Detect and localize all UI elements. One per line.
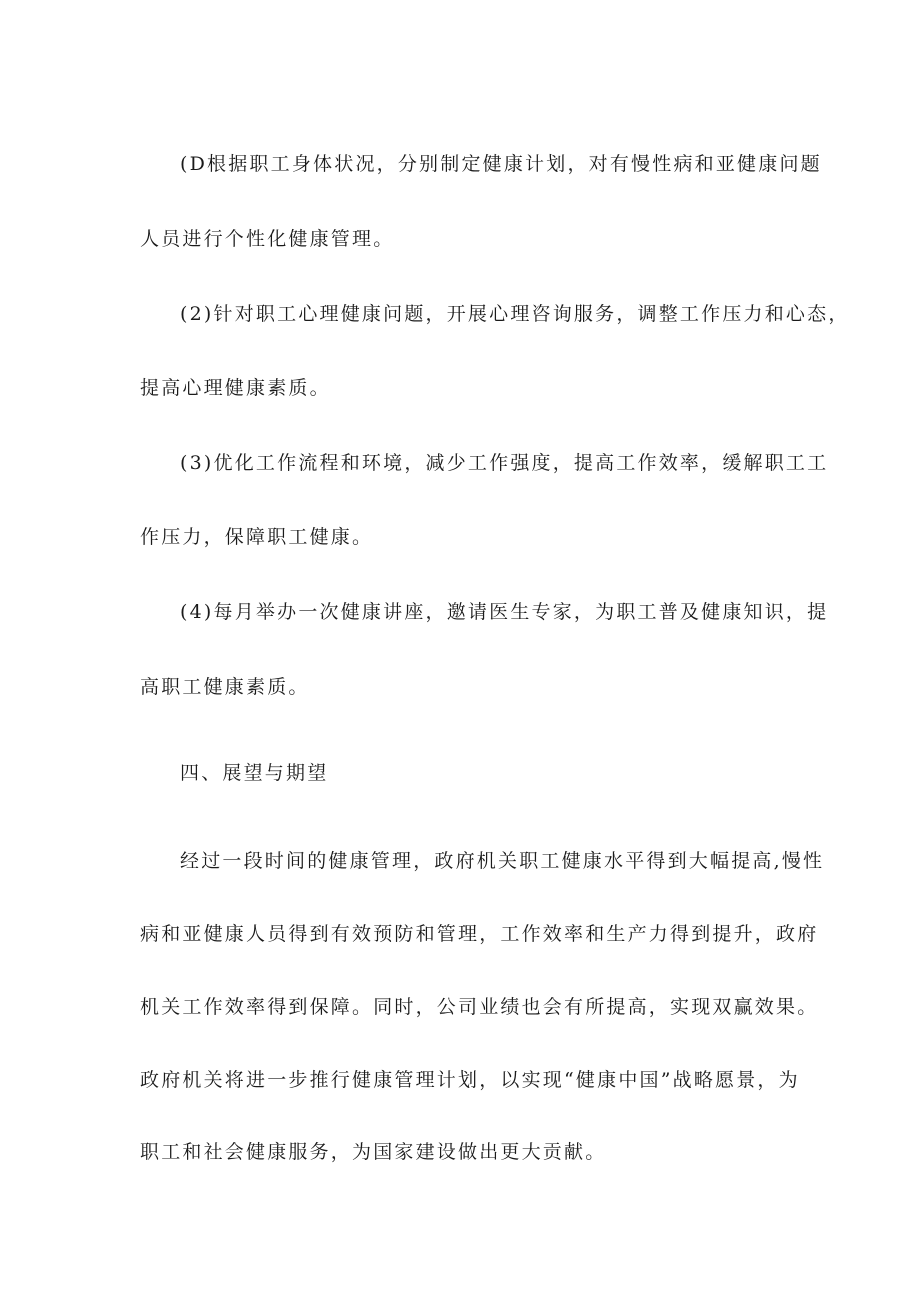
conclusion-line-5: 职工和社会健康服务，为国家建设做出更大贡献。 [140, 1141, 607, 1163]
item-1-line-2: 人员进行个性化健康管理。 [140, 228, 395, 250]
item-2-line-1: (2)针对职工心理健康问题，开展心理咨询服务，调整工作压力和心态， [180, 303, 850, 325]
conclusion-line-3: 机关工作效率得到保障。同时，公司业绩也会有所提高，实现双赢效果。 [140, 996, 819, 1018]
section-heading: 四、展望与期望 [180, 762, 329, 784]
item-1-line-1: (D根据职工身体状况，分别制定健康计划，对有慢性病和亚健康问题 [180, 153, 822, 175]
conclusion-line-2: 病和亚健康人员得到有效预防和管理，工作效率和生产力得到提升，政府 [140, 923, 819, 945]
conclusion-line-1: 经过一段时间的健康管理，政府机关职工健康水平得到大幅提高,慢性 [180, 850, 825, 872]
item-3-line-1: (3)优化工作流程和环境，减少工作强度，提高工作效率，缓解职工工 [180, 452, 829, 474]
item-4-line-1: (4)每月举办一次健康讲座，邀请医生专家，为职工普及健康知识，提 [180, 601, 829, 623]
item-2-line-2: 提高心理健康素质。 [140, 377, 331, 399]
item-3-line-2: 作压力，保障职工健康。 [140, 526, 374, 548]
conclusion-line-4: 政府机关将进一步推行健康管理计划，以实现“健康中国”战略愿景，为 [140, 1069, 800, 1091]
item-4-line-2: 高职工健康素质。 [140, 676, 310, 698]
